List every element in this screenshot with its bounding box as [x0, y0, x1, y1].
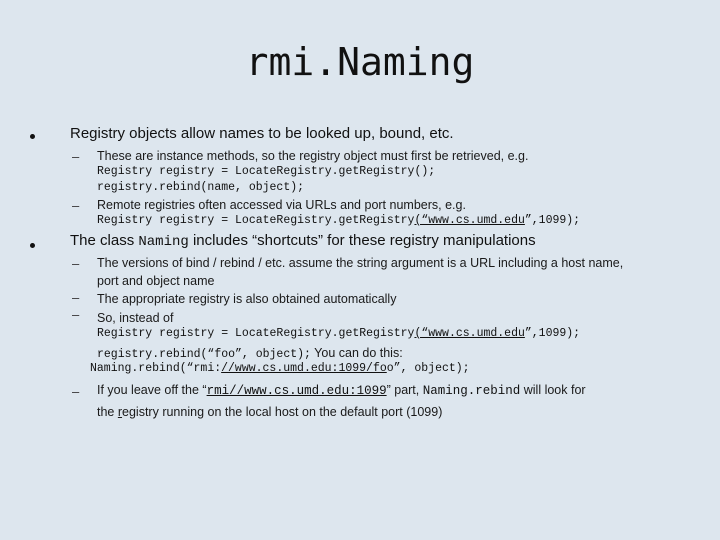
bullet2-sub4-line2: the registry running on the local host on the default port (1099): [97, 405, 443, 419]
code-line: Registry registry = LocateRegistry.getRegistry(“www.cs.umd.edu”,1099);: [97, 327, 581, 340]
bullet2-sub4-line1: If you leave off the “rmi//www.cs.umd.edu:1099” part, Naming.rebind will look for: [97, 383, 586, 398]
dash-icon: –: [72, 149, 80, 164]
url-link[interactable]: rmi//www.cs.umd.edu:1099: [206, 384, 387, 398]
bullet-dot: [30, 243, 35, 248]
bullet2-sub2-text: The appropriate registry is also obtained automatically: [97, 292, 397, 306]
dash-icon: –: [72, 256, 80, 271]
url-link[interactable]: (“www.cs.umd.edu: [414, 214, 525, 227]
code-line: registry.rebind(name, object);: [97, 181, 305, 194]
bullet1-text: Registry objects allow names to be looked up, bound, etc.: [70, 125, 454, 142]
bullet2-sub3-text: So, instead of: [97, 311, 174, 325]
bullet1-sub1-text: These are instance methods, so the registry object must first be retrieved, e.g.: [97, 149, 529, 163]
bullet1-sub2-text: Remote registries often accessed via URLs and port numbers, e.g.: [97, 198, 466, 212]
dash-icon: –: [72, 198, 80, 213]
dash-icon: –: [72, 290, 80, 305]
dash-icon: –: [72, 307, 80, 322]
code-line: Registry registry = LocateRegistry.getRegistry();: [97, 165, 436, 178]
code-line: registry.rebind(“foo”, object); You can do this:: [97, 346, 403, 361]
bullet2-text: The class Naming includes “shortcuts” for these registry manipulations: [70, 232, 536, 250]
url-link[interactable]: (“www.cs.umd.edu: [414, 327, 525, 340]
bullet2-sub1-line1: The versions of bind / rebind / etc. assume the string argument is a URL including a host name,: [97, 256, 624, 270]
bullet-dot: [30, 134, 35, 139]
dash-icon: –: [72, 384, 80, 399]
slide-title: rmi.Naming: [245, 40, 475, 84]
code-line: Registry registry = LocateRegistry.getRegistry(“www.cs.umd.edu”,1099);: [97, 214, 581, 227]
bullet2-sub1-line2: port and object name: [97, 274, 215, 288]
url-link[interactable]: //www.cs.umd.edu:1099/fo: [221, 362, 387, 375]
code-line: Naming.rebind(“rmi://www.cs.umd.edu:1099/foo”, object);: [90, 362, 470, 375]
